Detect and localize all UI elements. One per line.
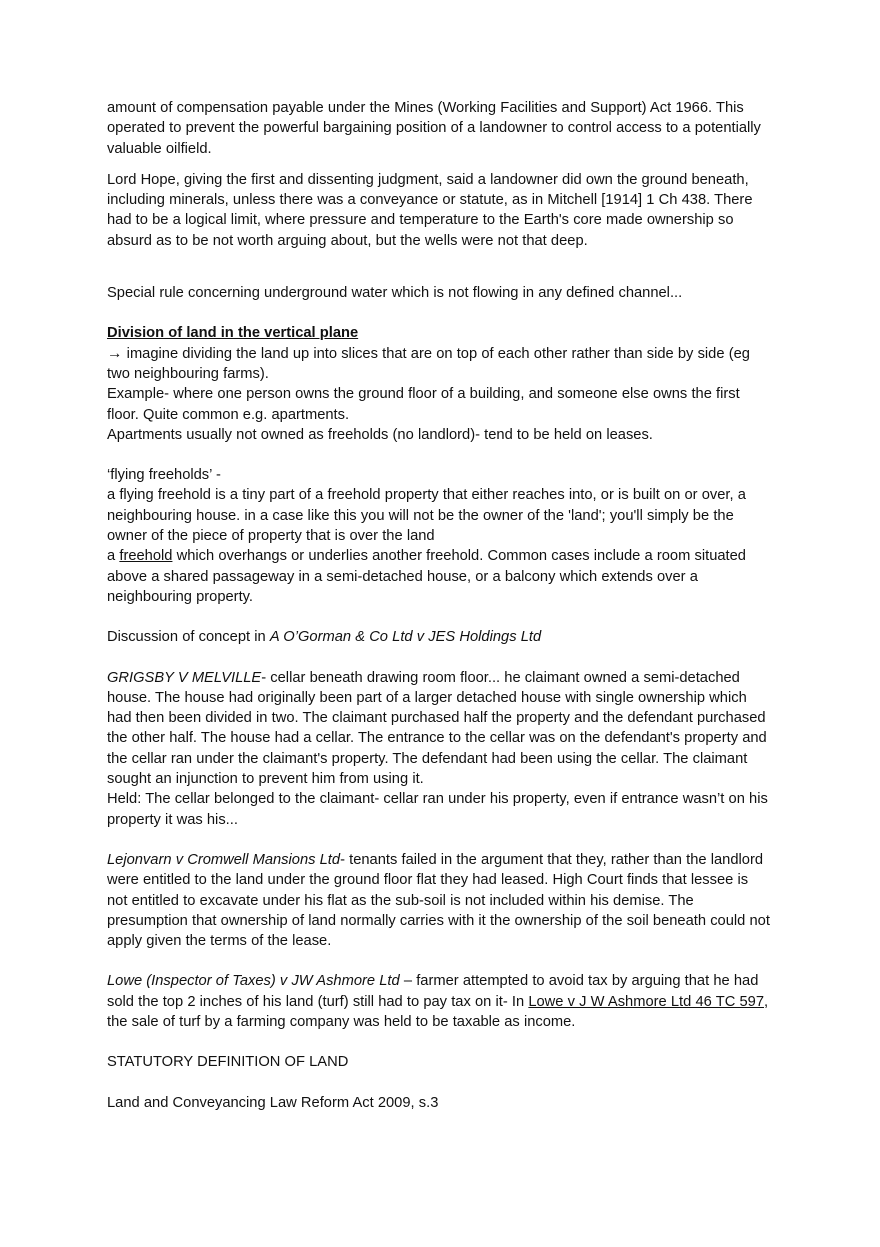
- case-citation-lejonvarn: Lejonvarn v Cromwell Mansions Ltd: [107, 851, 341, 868]
- paragraph-slices: [107, 344, 772, 385]
- paragraph-mines-act: amount of compensation payable under the Mines (Working Facilities and Support) Act 1966. This operated to prevent the powerful bargaining position of a landowner to control access to a potentially valuable oilfield.: [107, 100, 761, 157]
- lowe-body-text: – farmer attempted to avoid tax by arguing that he had sold the top 2 inches of his land (turf) still had to pay tax on it- In: [107, 973, 759, 1010]
- spacer: [107, 607, 772, 627]
- document-body: [107, 98, 772, 1113]
- case-citation-ogorman: A O’Gorman & Co Ltd v JES Holdings Ltd: [269, 629, 542, 646]
- paragraph-land-conveyancing-act: Land and Conveyancing Law Reform Act 2009, s.3: [107, 1094, 439, 1111]
- case-citation-grigsby: GRIGSBY V MELVILLE: [107, 669, 262, 686]
- arrow-right-icon: →: [107, 344, 123, 362]
- lowe-end-text: , the sale of turf by a farming company was held to be taxable as income.: [107, 993, 769, 1030]
- spacer: [107, 1073, 772, 1093]
- freehold-link[interactable]: freehold: [119, 548, 173, 565]
- spacer: [107, 251, 772, 283]
- paragraph-grigsby-melville: [107, 668, 772, 790]
- freehold-rest-text: which overhangs or underlies another freehold. Common cases include a room situated above a shared passageway in a semi-detached house, or a balcony which extends over a neighbouring property.: [107, 548, 746, 605]
- discussion-lead-text: Discussion of concept in: [107, 629, 270, 646]
- heading-statutory-definition: STATUTORY DEFINITION OF LAND: [107, 1054, 349, 1071]
- spacer: [107, 303, 772, 323]
- spacer: [107, 951, 772, 971]
- spacer: [107, 830, 772, 850]
- paragraph-underground-water: Special rule concerning underground water which is not flowing in any defined channel...: [107, 285, 683, 302]
- heading-division-of-land: Division of land in the vertical plane: [107, 325, 359, 342]
- paragraph-slices-text: imagine dividing the land up into slices that are on top of each other rather than side by side (eg two neighbouring farms).: [107, 345, 750, 382]
- paragraph-discussion-ogorman: [107, 627, 772, 647]
- paragraph-lord-hope: Lord Hope, giving the first and dissenting judgment, said a landowner did own the ground beneath, including minerals, unless there was a conveyance or statute, as in Mitchell [1914] 1 Ch 438. There had to be a logical limit, where pressure and temperature to the Earth's core made ownership so absurd as to be not worth arguing about, but the wells were not that deep.: [107, 171, 753, 249]
- paragraph-freehold-overhang: [107, 546, 772, 607]
- paragraph-flying-freehold-definition: a flying freehold is a tiny part of a freehold property that either reaches into, or is built on or over, a neighbouring house. in a case like this you will not be the owner of the 'land'; you'll simply be the owner of the piece of property that is over the land: [107, 487, 746, 545]
- paragraph-flying-freeholds-label: ‘flying freeholds’ -: [107, 467, 221, 484]
- paragraph-lowe-ashmore: [107, 971, 772, 1032]
- grigsby-body-text: - cellar beneath drawing room floor... he claimant owned a semi-detached house. The house had originally been part of a larger detached house with single ownership which had then been divided in two. The claimant purchased half the property and the defendant purchased the other half. The house had a cellar. The entrance to the cellar was on the defendant's property and the cellar ran under the claimant's property. The defendant had been using the cellar. The claimant sought an injunction to prevent him from using it.: [107, 669, 767, 788]
- case-citation-lowe: Lowe (Inspector of Taxes) v JW Ashmore Ltd: [107, 973, 400, 990]
- paragraph-example-floors: Example- where one person owns the ground floor of a building, and someone else owns the first floor. Quite common e.g. apartments.: [107, 386, 740, 423]
- spacer: [107, 1032, 772, 1052]
- spacer: [107, 445, 772, 465]
- spacer: [107, 159, 772, 170]
- freehold-lead-text: a: [107, 548, 120, 565]
- spacer: [107, 648, 772, 668]
- paragraph-grigsby-held: Held: The cellar belonged to the claimant- cellar ran under his property, even if entrance wasn’t on his property it was his...: [107, 791, 768, 828]
- lejonvarn-body-text: - tenants failed in the argument that they, rather than the landlord were entitled to the land under the ground floor flat they had leased. High Court finds that lessee is not entitled to excavate under his flat as the sub-soil is not included within his demise. The presumption that ownership of land normally carries with it the ownership of the soil beneath could not apply given the terms of the lease.: [107, 851, 770, 950]
- paragraph-lejonvarn: [107, 850, 772, 951]
- paragraph-apartments-leases: Apartments usually not owned as freeholds (no landlord)- tend to be held on leases.: [107, 426, 653, 443]
- case-citation-lowe-report[interactable]: Lowe v J W Ashmore Ltd 46 TC 597: [528, 993, 764, 1010]
